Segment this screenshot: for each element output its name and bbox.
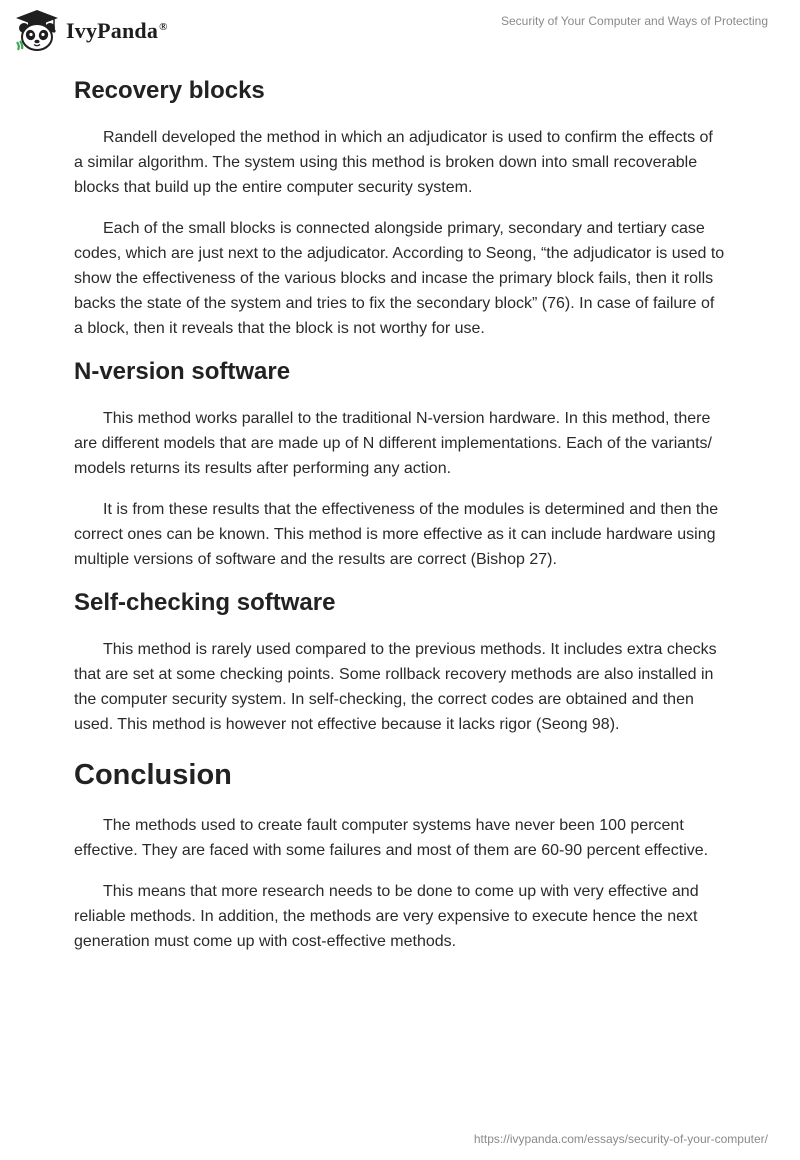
paragraph: The methods used to create fault computer systems have never been 100 percent effective. They are faced with some failures and most of them are 60-90 percent effective.: [74, 817, 709, 859]
heading-recovery-blocks: Recovery blocks: [74, 77, 265, 104]
paragraph: Each of the small blocks is connected alongside primary, secondary and tertiary case codes, which are just next to the adjudicator. According to Seong, “the adjudicator is used to show the effectiveness of the various blocks and incase the primary block fails, then it rolls backs the state of the system and tries to fix the secondary block” (76). In case of failure of a block, then it reveals that the block is not worthy for use.: [74, 220, 725, 337]
paragraph: This method is rarely used compared to the previous methods. It includes extra checks that are set at some checking points. Some rollback recovery methods are also installed in the computer security system. In self-checking, the correct codes are obtained and then used. This method is however not effective because it lacks rigor (Seong 98).: [74, 641, 717, 733]
page-header: [0, 0, 800, 60]
essay-content: [74, 70, 726, 954]
heading-n-version-software: N-version software: [74, 358, 291, 385]
paragraph: This method works parallel to the traditional N-version hardware. In this method, there are different models that are made up of N different implementations. Each of the variants/ models returns its results after performing any action.: [74, 410, 712, 477]
brand-logo[interactable]: [14, 8, 168, 52]
source-url[interactable]: https://ivypanda.com/essays/security-of-your-computer/: [473, 1132, 768, 1146]
heading-conclusion: Conclusion: [74, 759, 232, 791]
paragraph: This means that more research needs to be done to come up with very effective and reliable methods. In addition, the methods are very expensive to execute hence the next generation must come up with cost-effective methods.: [74, 883, 699, 950]
document-title: Security of Your Computer and Ways of Protecting: [500, 14, 768, 28]
heading-self-checking-software: Self-checking software: [74, 589, 336, 616]
panda-graduate-icon: [14, 8, 60, 52]
paragraph: It is from these results that the effectiveness of the modules is determined and then the correct ones can be known. This method is more effective as it can include hardware using multiple versions of software and the results are correct (Bishop 27).: [74, 501, 719, 568]
brand-name: IvyPanda®: [66, 18, 168, 43]
paragraph: Randell developed the method in which an adjudicator is used to confirm the effects of a similar algorithm. The system using this method is broken down into small recoverable blocks that build up the entire computer security system.: [74, 129, 713, 196]
